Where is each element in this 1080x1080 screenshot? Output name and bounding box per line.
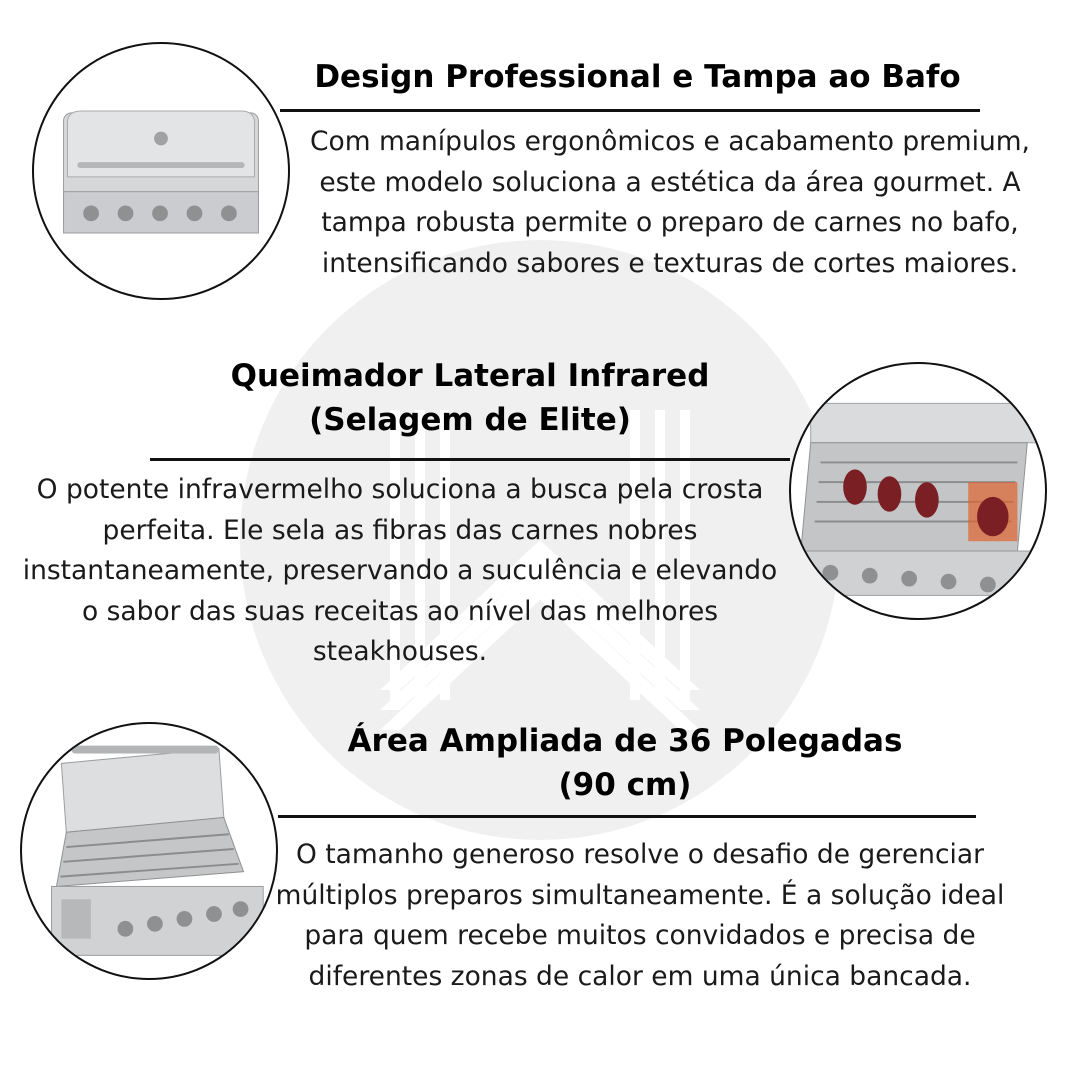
section-2-divider (150, 458, 790, 461)
section-3-divider (278, 815, 976, 818)
section-2-heading: Queimador Lateral Infrared (Selagem de Elite) (230, 358, 710, 438)
section-3-body: O tamanho generoso resolve o desafio de gerenciar múltiplos preparos simultaneamente. É a solução ideal para quem recebe muitos convidados e precisa de diferentes zonas de calor em uma única bancada. (275, 839, 1005, 992)
grill-with-steaks-icon (791, 364, 1045, 618)
section-3-heading: Área Ampliada de 36 Polegadas (90 cm) (347, 723, 903, 803)
open-grill-icon (22, 724, 276, 978)
open-grill-image (20, 722, 278, 980)
section-1-heading: Design Professional e Tampa ao Bafo (314, 59, 961, 95)
closed-grill-icon (34, 44, 288, 298)
section-1-body: Com manípulos ergonômicos e acabamento premium, este modelo soluciona a estética da área gourmet. A tampa robusta permite o preparo de carnes no bafo, intensificando sabores e texturas de cortes maiores. (310, 126, 1030, 279)
section-2-body: O potente infravermelho soluciona a busca pela crosta perfeita. Ele sela as fibras das carnes nobres instantaneamente, preservando a suculência e elevando o sabor das suas receitas ao nível das melhores steakhouses. (22, 474, 778, 667)
grill-with-steaks-image (789, 362, 1047, 620)
section-1-divider (280, 109, 980, 112)
closed-grill-image (32, 42, 290, 300)
